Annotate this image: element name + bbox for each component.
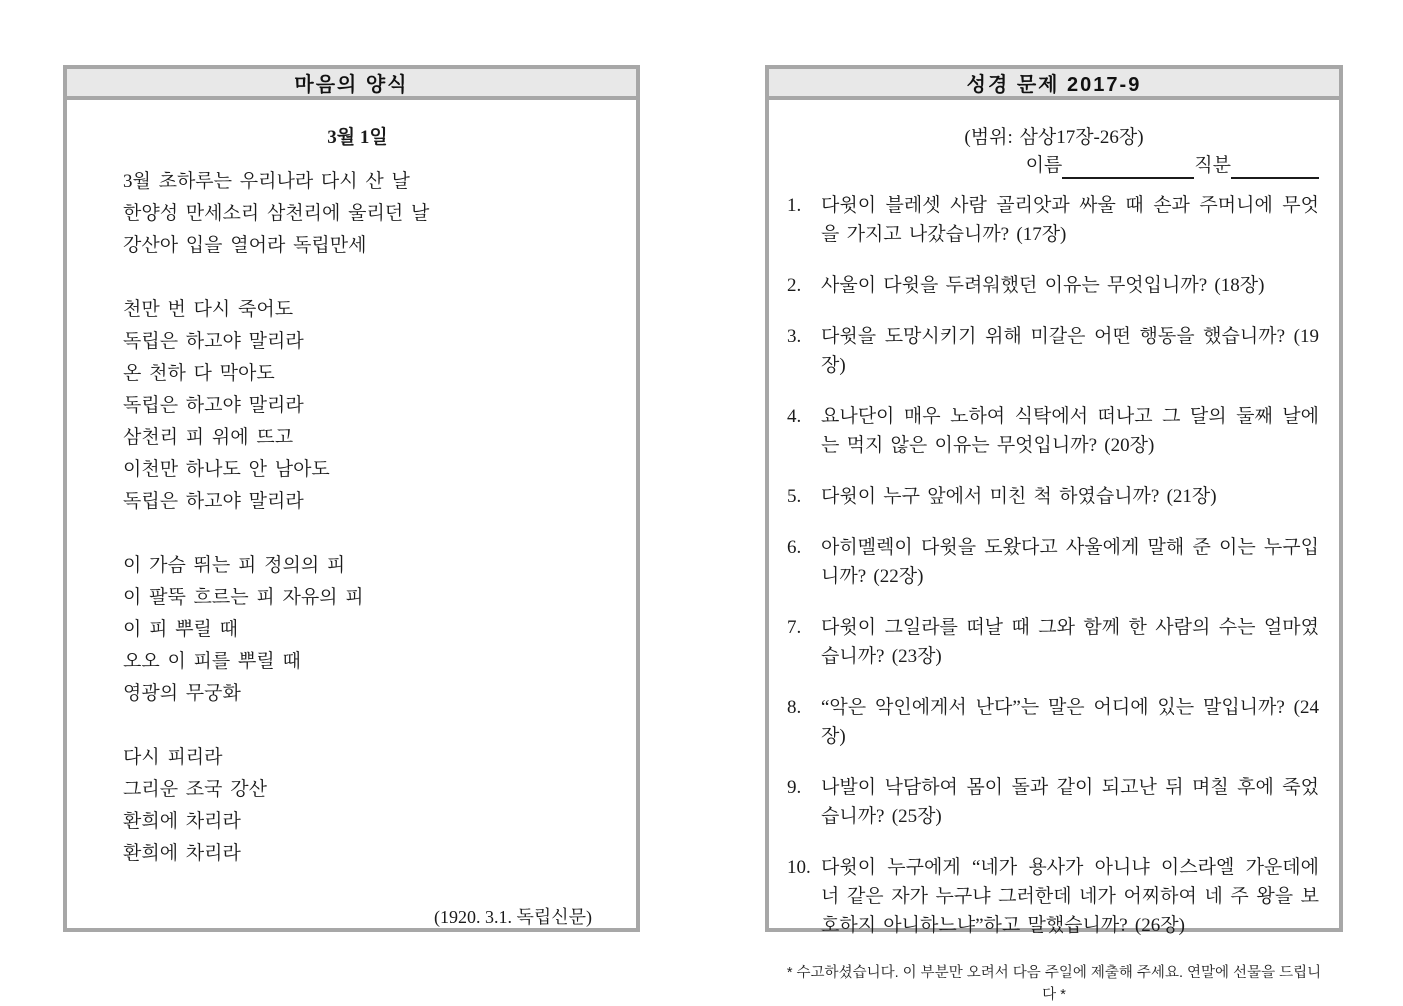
question-text: “악은 악인에게서 난다”는 말은 어디에 있는 말입니까? (24장) bbox=[821, 697, 1319, 747]
poem-stanza bbox=[123, 294, 592, 518]
name-label: 이름 bbox=[1025, 155, 1063, 176]
question-number: 8. bbox=[787, 697, 802, 718]
question-number: 7. bbox=[787, 617, 802, 638]
poem-line: 이 피 뿌릴 때 bbox=[123, 619, 239, 640]
poem-line: 그리운 조국 강산 bbox=[123, 779, 267, 800]
question-number: 2. bbox=[787, 275, 802, 296]
poem-panel-header bbox=[67, 69, 636, 100]
poem-line: 독립은 하고야 말리라 bbox=[123, 331, 304, 352]
poem-stanza bbox=[123, 742, 592, 870]
question-text: 요나단이 매우 노하여 식탁에서 떠나고 그 달의 둘째 날에는 먹지 않은 이유는 무엇입니까? (20장) bbox=[821, 406, 1319, 456]
poem-stanza bbox=[123, 550, 592, 710]
question-number: 1. bbox=[787, 195, 802, 216]
question-text: 나발이 낙담하여 몸이 돌과 같이 되고난 뒤 며칠 후에 죽었습니까? (25장) bbox=[821, 777, 1319, 827]
question-item bbox=[787, 322, 1319, 380]
question-item bbox=[787, 613, 1319, 671]
poem-panel bbox=[63, 65, 640, 932]
poem-line: 이 가슴 뛰는 피 정의의 피 bbox=[123, 555, 346, 576]
question-text: 아히멜렉이 다윗을 도왔다고 사울에게 말해 준 이는 누구입니까? (22장) bbox=[821, 537, 1319, 587]
question-text: 다윗이 그일라를 떠날 때 그와 함께 한 사람의 수는 얼마였습니까? (23장) bbox=[821, 617, 1319, 667]
poem-line: 이 팔뚝 흐르는 피 자유의 피 bbox=[123, 587, 364, 608]
quiz-footer-note: * 수고하셨습니다. 이 부분만 오려서 다음 주일에 제출해 주세요. 연말에 선물을 드립니다 * bbox=[786, 965, 1322, 1003]
poem-line: 3월 초하루는 우리나라 다시 산 날 bbox=[123, 171, 410, 192]
poem-stanza bbox=[123, 166, 592, 262]
question-number: 10. bbox=[787, 857, 811, 878]
quiz-panel-header bbox=[769, 69, 1339, 100]
question-item bbox=[787, 533, 1319, 591]
question-number: 5. bbox=[787, 486, 802, 507]
question-text: 사울이 다윗을 두려워했던 이유는 무엇입니까? (18장) bbox=[821, 275, 1265, 296]
poem-line: 이천만 하나도 안 남아도 bbox=[123, 459, 330, 480]
question-number: 6. bbox=[787, 537, 802, 558]
quiz-panel-body bbox=[769, 100, 1339, 1006]
poem-panel-header-title: 마음의 양식 bbox=[294, 74, 409, 96]
poem-line: 환희에 차리라 bbox=[123, 843, 241, 864]
poem-title: 3월 1일 bbox=[327, 127, 388, 148]
poem-line: 환희에 차리라 bbox=[123, 811, 241, 832]
quiz-scope: (범위: 삼상17장-26장) bbox=[964, 127, 1144, 148]
question-number: 9. bbox=[787, 777, 802, 798]
poem-line: 오오 이 피를 뿌릴 때 bbox=[123, 651, 301, 672]
poem-line: 온 천하 다 막아도 bbox=[123, 363, 275, 384]
question-text: 다윗이 누구 앞에서 미친 척 하였습니까? (21장) bbox=[821, 486, 1217, 507]
quiz-panel-header-title: 성경 문제 2017-9 bbox=[966, 74, 1142, 96]
poem-line: 영광의 무궁화 bbox=[123, 683, 241, 704]
question-text: 다윗이 누구에게 “네가 용사가 아니냐 이스라엘 가운데에 너 같은 자가 누구냐 그러한데 네가 어찌하여 네 주 왕을 보호하지 아니하느냐”하고 말했습니까? (26장) bbox=[821, 857, 1319, 936]
question-text: 다윗을 도망시키기 위해 미갈은 어떤 행동을 했습니까? (19장) bbox=[821, 326, 1319, 376]
poem-panel-body bbox=[67, 100, 636, 932]
name-blank-field bbox=[1062, 157, 1194, 179]
question-item bbox=[787, 773, 1319, 831]
poem-attribution: (1920. 3.1. 독립신문) bbox=[433, 907, 592, 927]
poem-line: 독립은 하고야 말리라 bbox=[123, 491, 304, 512]
name-role-line bbox=[783, 153, 1319, 179]
poem-line: 독립은 하고야 말리라 bbox=[123, 395, 304, 416]
question-number: 4. bbox=[787, 406, 802, 427]
question-item bbox=[787, 402, 1319, 460]
question-item bbox=[787, 693, 1319, 751]
poem bbox=[123, 166, 592, 870]
question-list bbox=[783, 191, 1325, 940]
question-item bbox=[787, 482, 1319, 511]
poem-line: 강산아 입을 열어라 독립만세 bbox=[123, 235, 367, 256]
question-item bbox=[787, 853, 1319, 940]
role-blank-field bbox=[1231, 157, 1319, 179]
question-number: 3. bbox=[787, 326, 802, 347]
quiz-panel bbox=[765, 65, 1343, 1003]
poem-line: 다시 피리라 bbox=[123, 747, 223, 768]
question-text: 다윗이 블레셋 사람 골리앗과 싸울 때 손과 주머니에 무엇을 가지고 나갔습니까? (17장) bbox=[821, 195, 1319, 245]
role-label: 직분 bbox=[1194, 155, 1231, 176]
question-item bbox=[787, 191, 1319, 249]
poem-line: 한양성 만세소리 삼천리에 울리던 날 bbox=[123, 203, 430, 224]
poem-line: 천만 번 다시 죽어도 bbox=[123, 299, 294, 320]
poem-line: 삼천리 피 위에 뜨고 bbox=[123, 427, 294, 448]
question-item bbox=[787, 271, 1319, 300]
